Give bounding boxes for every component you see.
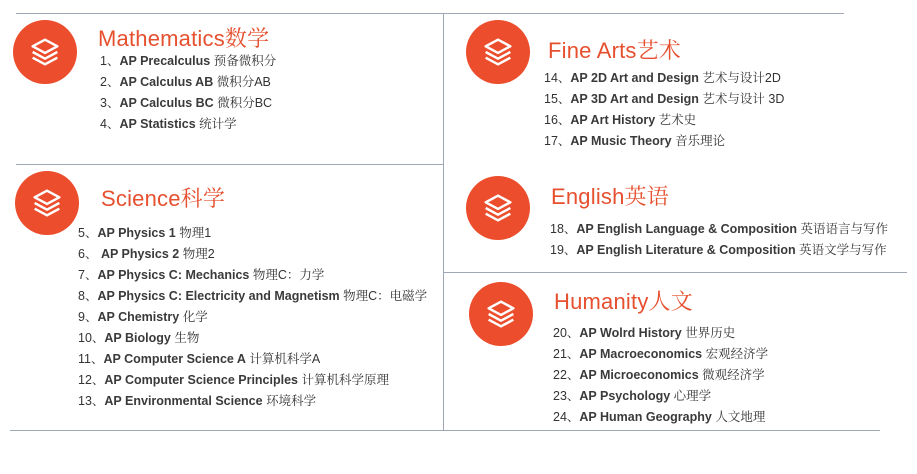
course-list-science — [78, 223, 427, 412]
course-name-cn: 化学 — [182, 310, 208, 324]
course-number: 24、 — [553, 410, 580, 424]
course-name-cn: 英语语言与写作 — [800, 222, 889, 236]
list-item — [544, 131, 784, 152]
course-name-cn: 预备微积分 — [213, 54, 277, 68]
list-item — [100, 114, 276, 135]
course-number: 4、 — [100, 117, 120, 131]
course-name-cn: 心理学 — [673, 389, 712, 403]
section-title-english: English英语 — [551, 184, 669, 209]
section-title-fine-arts: Fine Arts艺术 — [548, 38, 682, 63]
course-name: AP Chemistry — [97, 310, 180, 324]
course-number: 2、 — [100, 75, 120, 89]
course-number: 6、 — [78, 247, 98, 261]
list-item — [553, 386, 768, 407]
section-title-science: Science科学 — [101, 186, 226, 211]
course-name: AP Microeconomics — [579, 368, 699, 382]
course-name-cn: 人文地理 — [715, 410, 766, 424]
course-name-cn: 微积分AB — [216, 75, 271, 89]
course-number: 9、 — [78, 310, 98, 324]
course-number: 17、 — [544, 134, 571, 148]
list-item — [544, 68, 784, 89]
list-item — [78, 391, 427, 412]
course-name-cn: 音乐理论 — [675, 134, 726, 148]
bottom-divider — [10, 430, 880, 431]
stacked-layers-icon — [15, 171, 79, 235]
course-name-cn: 物理C：电磁学 — [343, 289, 428, 303]
course-number: 13、 — [78, 394, 105, 408]
course-number: 3、 — [100, 96, 120, 110]
course-number: 16、 — [544, 113, 571, 127]
course-name: AP Wolrd History — [579, 326, 682, 340]
course-number: 21、 — [553, 347, 580, 361]
course-name: AP Computer Science Principles — [104, 373, 298, 387]
course-name-cn: 宏观经济学 — [705, 347, 769, 361]
list-item — [78, 328, 427, 349]
list-item — [550, 240, 888, 261]
course-name: AP Environmental Science — [104, 394, 263, 408]
course-name-cn: 微观经济学 — [702, 368, 765, 382]
course-name-cn: 物理C：力学 — [252, 268, 325, 282]
course-number: 5、 — [78, 226, 98, 240]
left-middle-divider — [16, 164, 443, 165]
section-title-mathematics: Mathematics数学 — [98, 26, 270, 51]
course-name: AP Psychology — [579, 389, 671, 403]
course-name-cn: 计算机科学A — [249, 352, 321, 366]
course-name-cn: 物理2 — [182, 247, 215, 261]
course-name: AP Physics 1 — [97, 226, 176, 240]
course-name: AP Macroeconomics — [579, 347, 703, 361]
stacked-layers-icon — [469, 282, 533, 346]
course-name-cn: 英语文学与写作 — [799, 243, 887, 257]
course-name-cn: 计算机科学原理 — [301, 373, 389, 387]
course-number: 10、 — [78, 331, 105, 345]
list-item — [550, 219, 888, 240]
list-item — [78, 370, 427, 391]
list-item — [544, 110, 784, 131]
course-number: 23、 — [553, 389, 580, 403]
course-number: 12、 — [78, 373, 105, 387]
list-item — [553, 344, 768, 365]
course-number: 19、 — [550, 243, 577, 257]
list-item — [78, 286, 427, 307]
list-item — [553, 407, 768, 428]
course-list-humanity — [553, 323, 768, 428]
course-name: AP Computer Science A — [103, 352, 246, 366]
list-item — [78, 244, 427, 265]
list-item — [100, 93, 276, 114]
course-name: AP English Literature & Composition — [576, 243, 796, 257]
course-name-cn: 艺术史 — [658, 113, 697, 127]
course-name: AP Precalculus — [119, 54, 211, 68]
course-name: AP Physics C: Electricity and Magnetism — [97, 289, 340, 303]
course-number: 22、 — [553, 368, 580, 382]
list-item — [100, 51, 276, 72]
course-name-cn: 微积分BC — [217, 96, 273, 110]
course-name: AP Biology — [104, 331, 171, 345]
course-name-cn: 环境科学 — [266, 394, 317, 408]
course-name: AP Physics 2 — [100, 247, 180, 261]
course-number: 11、 — [78, 352, 104, 366]
list-item — [78, 307, 427, 328]
course-name: AP Art History — [570, 113, 656, 127]
course-name-cn: 世界历史 — [685, 326, 736, 340]
list-item — [78, 223, 427, 244]
list-item — [553, 365, 768, 386]
course-name-cn: 艺术与设计2D — [702, 71, 781, 85]
list-item — [544, 89, 784, 110]
course-name-cn: 物理1 — [179, 226, 212, 240]
course-name: AP Physics C: Mechanics — [97, 268, 250, 282]
course-number: 1、 — [100, 54, 120, 68]
section-title-humanity: Humanity人文 — [554, 289, 693, 314]
course-list-mathematics — [100, 51, 276, 135]
center-divider — [443, 13, 444, 431]
course-name: AP Calculus AB — [119, 75, 214, 89]
course-name: AP Statistics — [119, 117, 196, 131]
course-name: AP Human Geography — [579, 410, 712, 424]
course-number: 18、 — [550, 222, 577, 236]
list-item — [553, 323, 768, 344]
course-number: 20、 — [553, 326, 580, 340]
stacked-layers-icon — [466, 176, 530, 240]
course-name-cn: 统计学 — [199, 117, 237, 131]
course-name: AP English Language & Composition — [576, 222, 798, 236]
course-list-english — [550, 219, 888, 261]
stacked-layers-icon — [13, 20, 77, 84]
course-name-cn: 生物 — [174, 331, 200, 345]
stacked-layers-icon — [466, 20, 530, 84]
course-number: 14、 — [544, 71, 571, 85]
course-name-cn: 艺术与设计 3D — [702, 92, 785, 106]
course-number: 7、 — [78, 268, 98, 282]
top-divider — [16, 13, 844, 14]
course-name: AP Calculus BC — [119, 96, 214, 110]
course-name: AP 2D Art and Design — [570, 71, 699, 85]
course-number: 8、 — [78, 289, 98, 303]
list-item — [100, 72, 276, 93]
right-middle-divider — [443, 272, 907, 273]
course-list-fine-arts — [544, 68, 784, 152]
list-item — [78, 349, 427, 370]
course-name: AP Music Theory — [570, 134, 672, 148]
course-name: AP 3D Art and Design — [570, 92, 699, 106]
course-number: 15、 — [544, 92, 571, 106]
list-item — [78, 265, 427, 286]
